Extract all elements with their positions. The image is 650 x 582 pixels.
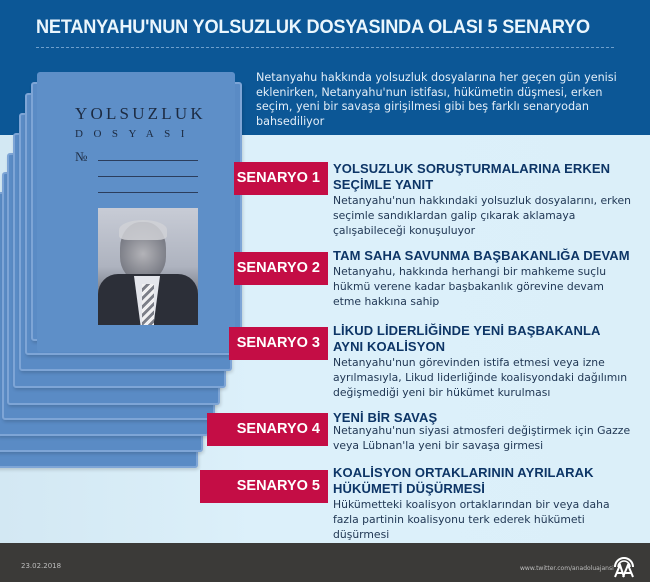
footer-date: 23.02.2018 — [21, 562, 62, 570]
scenario-body-3: Netanyahu'nun görevinden istifa etmesi veya izne ayrılmasıyla, Likud liderliğinde koalisyondaki dağılımın değişmediği yeni bir hükümet kurulması — [333, 356, 628, 399]
scenario-body-5: Hükümetteki koalisyon ortaklarından bir veya daha fazla partinin koalisyonu terk ederek hükümeti düşürmesi — [333, 498, 610, 541]
scenario-body-4: Netanyahu'nun siyasi atmosferi değiştirmek için Gazze veya Lübnan'la yeni bir savaşa girmesi — [333, 424, 631, 452]
anadolu-agency-logo-icon — [612, 556, 636, 578]
folder-title: YOLSUZLUK — [75, 104, 206, 123]
footer-twitter-link[interactable]: www.twitter.com/anadoluajansi — [520, 565, 614, 572]
scenario-title-4: YENİ BİR SAVAŞ — [333, 410, 438, 425]
folder-number-label: № — [75, 149, 88, 164]
scenario-title-2: TAM SAHA SAVUNMA BAŞBAKANLIĞA DEVAM — [333, 248, 630, 263]
scenario-title-5: KOALİSYON ORTAKLARININ AYRILARAK HÜKÜMETİ DÜŞÜRMESİ — [333, 465, 594, 496]
scenario-tag-2: SENARYO 2 — [234, 252, 328, 285]
title-divider — [36, 47, 614, 48]
folder-subtitle: DOSYASI — [75, 128, 195, 140]
scenario-tag-1: SENARYO 1 — [234, 162, 328, 195]
scenario-tag-4: SENARYO 4 — [207, 413, 328, 446]
scenario-tag-5: SENARYO 5 — [200, 470, 328, 503]
scenario-body-2: Netanyahu, hakkında herhangi bir mahkeme suçlu hükmü verene kadar başbakanlık görevine devam etme hakkına sahip — [333, 265, 607, 308]
scenario-title-3: LİKUD LİDERLİĞİNDE YENİ BAŞBAKANLA AYNI KOALİSYON — [333, 323, 601, 354]
portrait-hair — [119, 220, 167, 240]
scenario-tag-3: SENARYO 3 — [229, 327, 328, 360]
folder-line — [98, 160, 198, 161]
scenario-body-1: Netanyahu'nun hakkındaki yolsuzluk dosyalarını, erken seçimle sandıklardan galip çıkarak aklamaya çalışabileceği konuşuluyor — [333, 194, 631, 237]
portrait-tie — [142, 284, 154, 325]
scenario-title-1: YOLSUZLUK SORUŞTURMALARINA ERKEN SEÇİMLE YANIT — [333, 161, 611, 192]
page-title: NETANYAHU'NUN YOLSUZLUK DOSYASINDA OLASI 5 SENARYO — [36, 16, 590, 38]
portrait-photo — [98, 208, 198, 325]
folder-line — [98, 192, 198, 193]
footer — [0, 543, 650, 582]
folder-line — [98, 176, 198, 177]
intro-text: Netanyahu hakkında yolsuzluk dosyalarına her geçen gün yenisi eklenirken, Netanyahu'nun istifası, hükümetin düşmesi, erken seçim, yeni bir savaşa girişilmesi gibi beş farklı senaryodan bahsediliyor — [256, 71, 617, 128]
